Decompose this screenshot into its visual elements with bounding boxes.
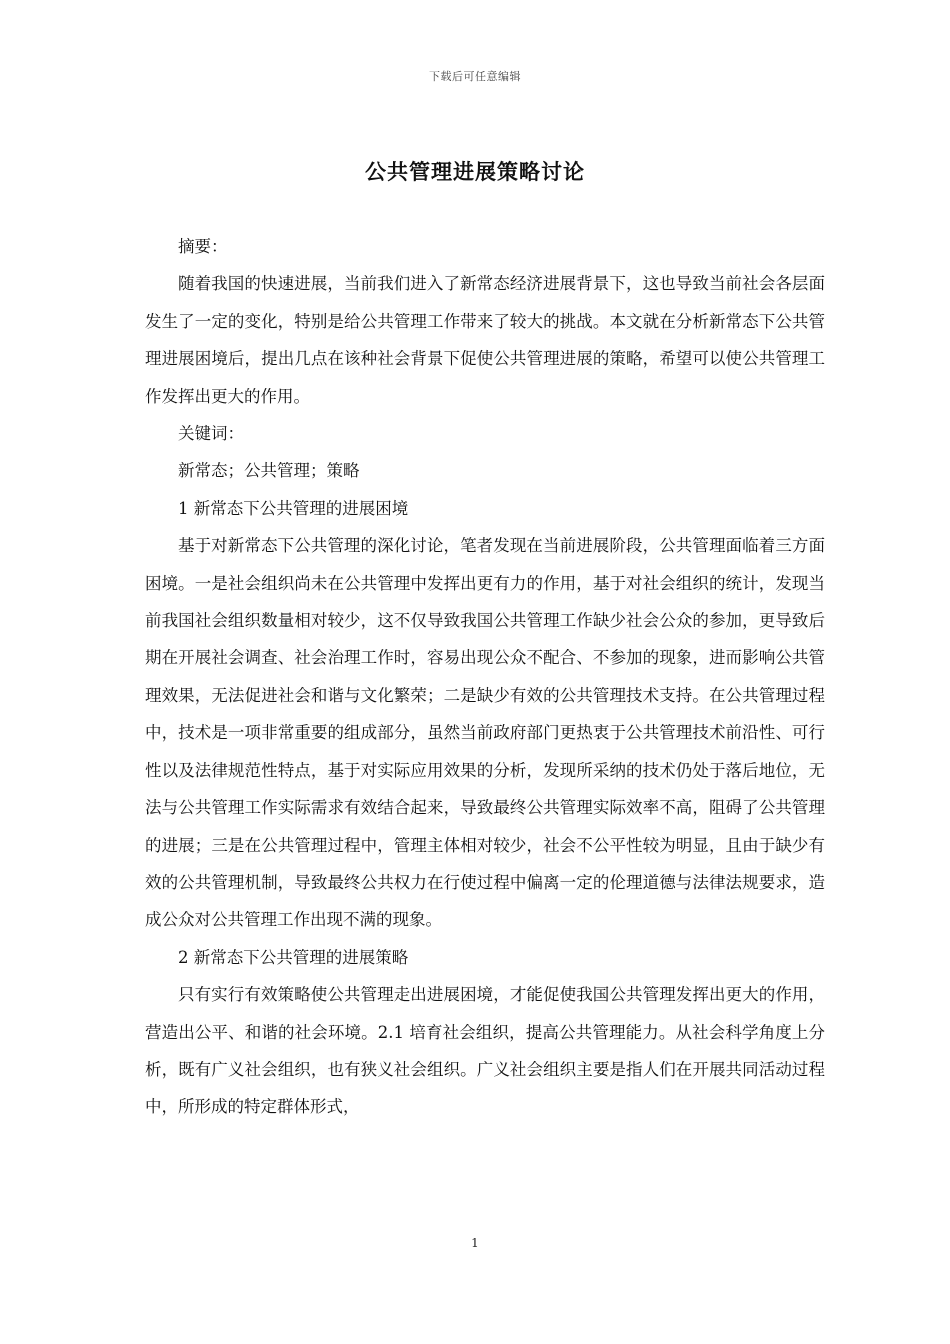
abstract-label: 摘要： [178, 237, 228, 256]
abstract-paragraph: 随着我国的快速进展，当前我们进入了新常态经济进展背景下，这也导致当前社会各层面发生了一定的变化，特别是给公共管理工作带来了较大的挑战。本文就在分析新常态下公共管理进展困境后，提出几点在该种社会背景下促使公共管理进展的策略，希望可以使公共管理工作发挥出更大的作用。 [145, 274, 825, 406]
section-heading-2: 2 新常态下公共管理的进展策略 [178, 947, 409, 967]
page-number: 1 [471, 1236, 479, 1250]
keywords-paragraph: 新常态；公共管理；策略 [178, 461, 360, 481]
keywords-label: 关键词： [178, 424, 244, 444]
document-title: 公共管理进展策略讨论 [365, 160, 585, 184]
section-2-paragraph: 只有实行有效策略使公共管理走出进展困境，才能促使我国公共管理发挥出更大的作用，营造出公平、和谐的社会环境。2.1 培育社会组织，提高公共管理能力。从社会科学角度上分析，既有广义社会组织，也有狭义社会组织。广义社会组织主要是指人们在开展共同活动过程中，所形成的特定群体形式， [145, 985, 825, 1117]
section-1-paragraph: 基于对新常态下公共管理的深化讨论，笔者发现在当前进展阶段，公共管理面临着三方面困境。一是社会组织尚未在公共管理中发挥出更有力的作用，基于对社会组织的统计，发现当前我国社会组织数量相对较少，这不仅导致我国公共管理工作缺少社会公众的参加，更导致后期在开展社会调查、社会治理工作时，容易出现公众不配合、不参加的现象，进而影响公共管理效果，无法促进社会和谐与文化繁荣；二是缺少有效的公共管理技术支持。在公共管理过程中，技术是一项非常重要的组成部分，虽然当前政府部门更热衷于公共管理技术前沿性、可行性以及法律规范性特点，基于对实际应用效果的分析，发现所采纳的技术仍处于落后地位，无法与公共管理工作实际需求有效结合起来，导致最终公共管理实际效率不高，阻碍了公共管理的进展；三是在公共管理过程中，管理主体相对较少，社会不公平性较为明显，且由于缺少有效的公共管理机制，导致最终公共权力在行使过程中偏离一定的伦理道德与法律法规要求，造成公众对公共管理工作出现不满的现象。 [145, 536, 825, 930]
section-heading-1: 1 新常态下公共管理的进展困境 [178, 498, 409, 518]
header-note: 下载后可任意编辑 [429, 70, 521, 83]
document-body [145, 228, 825, 1126]
